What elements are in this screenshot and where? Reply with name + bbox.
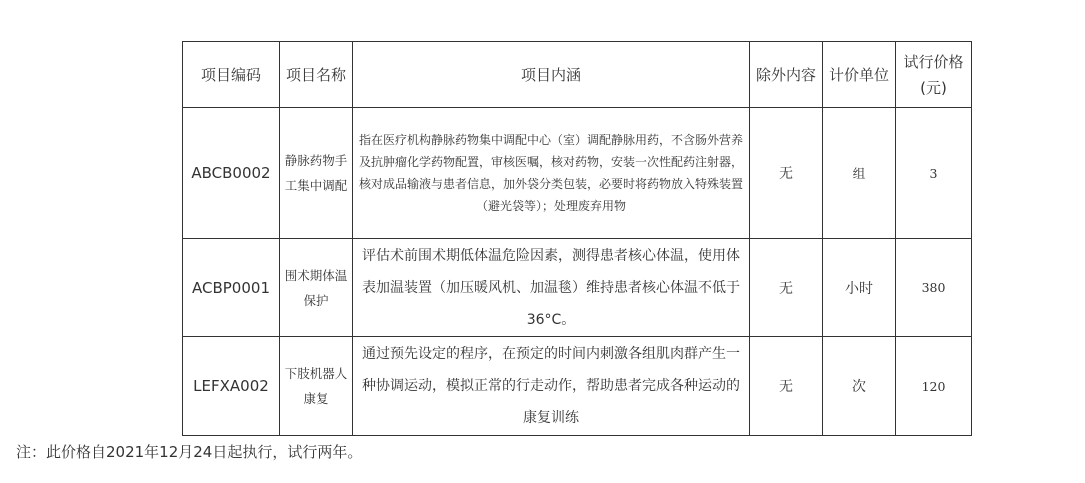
cell-exclusions: 无 [750, 337, 823, 436]
cell-price: 120 [896, 337, 972, 436]
footnote: 注：此价格自2021年12月24日起执行，试行两年。 [16, 443, 363, 461]
cell-price: 3 [896, 108, 972, 239]
cell-name: 静脉药物手工集中调配 [280, 108, 353, 239]
table-header-row [183, 42, 972, 108]
cell-code: LEFXA002 [183, 337, 280, 436]
price-table [182, 41, 972, 436]
cell-exclusions: 无 [750, 239, 823, 337]
cell-code: ABCB0002 [183, 108, 280, 239]
table-row [183, 337, 972, 436]
header-content: 项目内涵 [353, 42, 750, 108]
cell-unit: 小时 [823, 239, 896, 337]
cell-content: 通过预先设定的程序，在预定的时间内刺激各组肌肉群产生一种协调运动，模拟正常的行走动作，帮助患者完成各种运动的康复训练 [353, 337, 750, 436]
cell-code: ACBP0001 [183, 239, 280, 337]
cell-content: 评估术前围术期低体温危险因素，测得患者核心体温，使用体表加温装置（加压暖风机、加温毯）维持患者核心体温不低于36°C。 [353, 239, 750, 337]
cell-name: 围术期体温保护 [280, 239, 353, 337]
table-row [183, 239, 972, 337]
cell-content: 指在医疗机构静脉药物集中调配中心（室）调配静脉用药，不含肠外营养及抗肿瘤化学药物配置，审核医嘱，核对药物，安装一次性配药注射器，核对成品输液与患者信息，加外袋分类包装，必要时将药物放入特殊装置（避光袋等）；处理废弃用物 [353, 108, 750, 239]
cell-exclusions: 无 [750, 108, 823, 239]
cell-unit: 次 [823, 337, 896, 436]
cell-unit: 组 [823, 108, 896, 239]
cell-name: 下肢机器人康复 [280, 337, 353, 436]
table-row [183, 108, 972, 239]
header-name: 项目名称 [280, 42, 353, 108]
header-unit: 计价单位 [823, 42, 896, 108]
cell-price: 380 [896, 239, 972, 337]
header-exclusions: 除外内容 [750, 42, 823, 108]
header-price: 试行价格(元) [896, 42, 972, 108]
header-code: 项目编码 [183, 42, 280, 108]
